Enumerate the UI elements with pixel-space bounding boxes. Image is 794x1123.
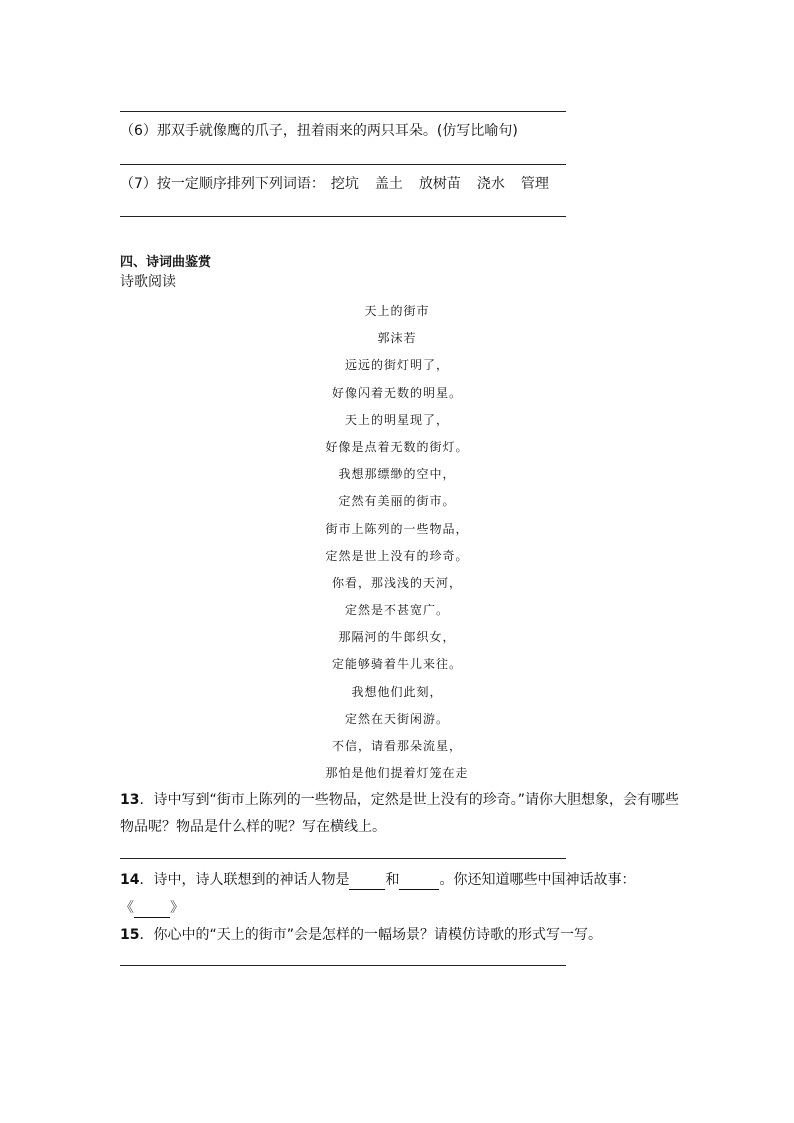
- poem-line: 定然有美丽的街市。: [338, 494, 456, 509]
- section-heading: 四、诗词曲鉴赏: [120, 255, 212, 270]
- word-2: 盖土: [374, 176, 403, 192]
- answer-line: [120, 111, 566, 112]
- poem-line: 那怕是他们提着灯笼在走: [325, 766, 469, 781]
- answer-line: [120, 164, 566, 165]
- question-15: 15．你心中的“天上的街市”会是怎样的一幅场景？请模仿诗歌的形式写一写。: [120, 927, 602, 943]
- word-5: 管理: [520, 176, 549, 192]
- section-subheading: 诗歌阅读: [120, 274, 176, 290]
- answer-line: [120, 216, 566, 217]
- word-3: 放树苗: [418, 176, 461, 192]
- question-13-number: 13: [120, 792, 140, 808]
- question-13-line-2: 物品呢？物品是什么样的呢？写在横线上。: [120, 819, 386, 835]
- poem-author: 郭沫若: [377, 331, 417, 346]
- poem-line: 定然在天街闲游。: [344, 711, 449, 726]
- question-13-line-1: 13．诗中写到“街市上陈列的一些物品，定然是世上没有的珍奇。”请你大胆想象，会有哪些: [120, 792, 679, 808]
- item-7-prompt: （7）按一定顺序排列下列词语：: [120, 176, 325, 192]
- poem-line: 街市上陈列的一些物品，: [325, 521, 469, 536]
- item-7: [120, 174, 565, 194]
- question-14-book-title: 《 》: [120, 900, 184, 916]
- poem-line: 好像闪着无数的明星。: [331, 385, 462, 400]
- poem-line: 定能够骑着牛儿来往。: [331, 657, 462, 672]
- poem-line: 那隔河的牛郎织女，: [338, 630, 456, 645]
- poem-title: 天上的街市: [364, 304, 430, 318]
- answer-line: [120, 858, 566, 859]
- poem: [0, 298, 794, 787]
- poem-line: 不信，请看那朵流星，: [331, 739, 462, 753]
- poem-line: 我想那缥缈的空中，: [338, 467, 456, 482]
- item-6: （6）那双手就像鹰的爪子，扭着雨来的两只耳朵。(仿写比喻句): [120, 123, 518, 139]
- poem-line: 我想他们此刻，: [351, 684, 443, 699]
- fill-blank[interactable]: [399, 873, 439, 890]
- poem-line: 好像是点着无数的街灯。: [325, 439, 469, 454]
- word-4: 浇水: [476, 176, 505, 192]
- question-14-number: 14: [120, 872, 140, 888]
- word-1: 挖坑: [330, 176, 359, 192]
- question-15-number: 15: [120, 927, 140, 943]
- poem-line: 定然是世上没有的珍奇。: [325, 548, 469, 563]
- poem-line: 定然是不甚宽广。: [344, 603, 449, 618]
- answer-line: [120, 965, 566, 966]
- fill-blank[interactable]: [349, 873, 385, 890]
- poem-line: 远远的街灯明了，: [344, 358, 449, 373]
- poem-line: 天上的明星现了，: [344, 412, 449, 427]
- question-14: 14．诗中，诗人联想到的神话人物是 和 。你还知道哪些中国神话故事：: [120, 872, 636, 888]
- fill-blank[interactable]: [134, 901, 170, 918]
- poem-line: 你看，那浅浅的天河，: [331, 575, 462, 590]
